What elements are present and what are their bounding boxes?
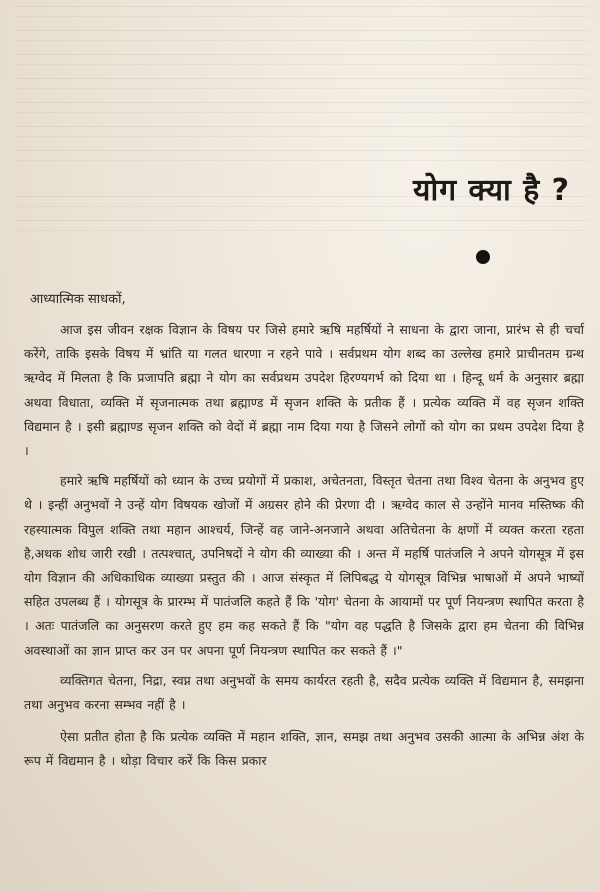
salutation: आध्यात्मिक साधकों, [30,292,126,307]
paragraph-3: व्यक्तिगत चेतना, निद्रा, स्वप्न तथा अनुभवों के समय कार्यरत रहती है, सदैव प्रत्येक व्यक्ति में विद्यमान है, समझना तथा अनुभव करना सम्भव नहीं है । [24,672,584,713]
body-text [24,288,584,780]
show-through-text [0,0,600,260]
paragraph-4: ऐसा प्रतीत होता है कि प्रत्येक व्यक्ति में महान शक्ति, ज्ञान, समझ तथा अनुभव उसकी आत्मा के अभिन्न अंश के रूप में विद्यमान है । थोड़ा विचार करें कि किस प्रकार [24,729,584,769]
page-title: योग क्या है ? [413,173,570,208]
paragraph-2: हमारे ऋषि महर्षियों को ध्यान के उच्च प्रयोगों में प्रकाश, अचेतनता, विस्तृत चेतना तथा विश्व चेतना के अनुभव हुए थे । इन्हीं अनुभवों ने उन्हें योग विषयक खोजों में अग्रसर होने की प्रेरणा दी । ऋग्वेद काल से उन्होंने मानव मस्तिष्क की रहस्यात्मक विपुल शक्ति तथा महान आश्चर्य, जिन्हें वह जाने-अनजाने अथवा अतिचेतना के क्षणों में व्यक्त करता रहता है,अथक शोध जारी रखी । तत्पश्चात्, उपनिषदों ने योग की व्याख्या की । अन्त में महर्षि पातंजलि ने अपने योगसूत्र में इस योग विज्ञान की अधिकाधिक व्याख्या प्रस्तुत की । आज संस्कृत में लिपिबद्ध ये योगसूत्र विभिन्न भाषाओं में अपने भाष्यों सहित उपलब्ध हैं । योगसूत्र के प्रारम्भ में पातंजलि कहते हैं कि 'योग' चेतना के आयामों पर पूर्ण नियन्त्रण स्थापित करता है । अतः पातंजलि का अनुसरण करते हुए हम कह सकते हैं कि "योग वह पद्धति है जिसके द्वारा हम चेतना की विभिन्न अवस्थाओं का ज्ञान प्राप्त कर उन पर अपना पूर्ण नियन्त्रण स्थापित कर सकते हैं ।" [24,473,584,658]
paragraph-1: आज इस जीवन रक्षक विज्ञान के विषय पर जिसे हमारे ऋषि महर्षियों ने साधना के द्वारा जाना, प्रारंभ से ही चर्चा करेंगे, ताकि इसके विषय में भ्रांति या गलत धारणा न रहने पावे । सर्वप्रथम योग शब्द का उल्लेख हमारे प्राचीनतम ग्रन्थ ऋग्वेद में मिलता है कि प्रजापति ब्रह्मा ने योग का सर्वप्रथम उपदेश हिरण्यगर्भ को दिया था । हिन्दू धर्म के अनुसार ब्रह्मा अथवा विधाता, व्यक्ति में सृजनात्मक तथा ब्रह्माण्ड में सृजन शक्ति के प्रतीक हैं । प्रत्येक व्यक्ति में वह सृजन शक्ति विद्यमान है । इसी ब्रह्माण्ड सृजन शक्ति को वेदों में ब्रह्मा नाम दिया गया है जिसने लोगों को योग का प्रथम उपदेश दिया है । [24,322,584,459]
bullet-dot-icon [476,250,490,264]
